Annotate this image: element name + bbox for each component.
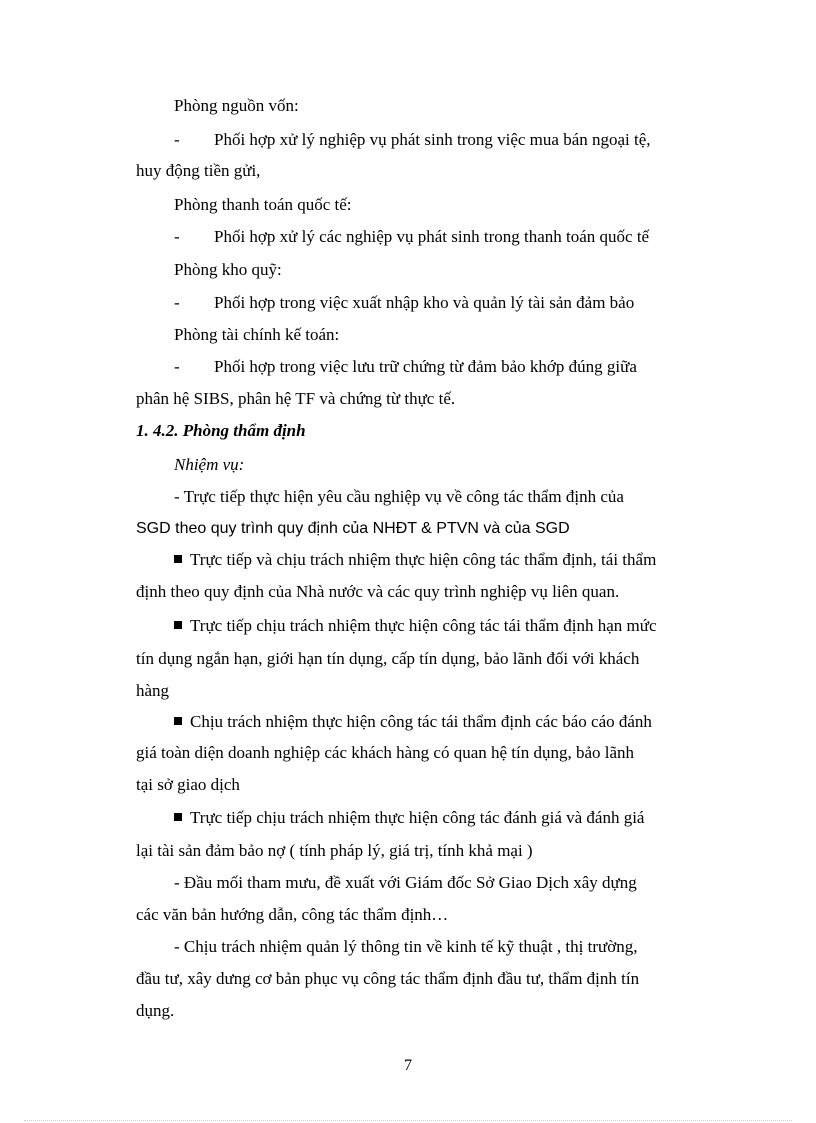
section-label-finance: Phòng tài chính kế toán: [174, 325, 340, 344]
dash-marker: - [174, 130, 180, 149]
section-label-vault: Phòng kho quỹ: [174, 260, 282, 279]
square-bullet-icon [174, 555, 182, 563]
paragraph-line: các văn bản hướng dẫn, công tác thẩm định… [136, 905, 449, 924]
paragraph-line [214, 131, 717, 148]
dash-marker: - [174, 293, 180, 312]
bullet-text: Trực tiếp chịu trách nhiệm thực hiện công tác tái thẩm định hạn mức [190, 616, 657, 635]
justified-text: Phối hợp xử lý nghiệp vụ phát sinh trong việc mua bán ngoại tệ, [214, 130, 651, 149]
paragraph-line: Phối hợp xử lý các nghiệp vụ phát sinh trong thanh toán quốc tế [214, 227, 650, 246]
square-bullet-icon [174, 717, 182, 725]
paragraph-line: đầu tư, xây dưng cơ bản phục vụ công tác thẩm định đầu tư, thẩm định tín [136, 969, 640, 988]
paragraph-line: hàng [136, 681, 170, 700]
paragraph-line: tín dụng ngắn hạn, giới hạn tín dụng, cấp tín dụng, bảo lãnh đối với khách [136, 649, 640, 668]
paragraph-line: lại tài sản đảm bảo nợ ( tính pháp lý, giá trị, tính khả mại ) [136, 841, 533, 860]
dash-marker: - [174, 227, 180, 246]
section-label-funding: Phòng nguồn vốn: [174, 96, 299, 115]
dash-marker: - [174, 357, 180, 376]
paragraph-line: dụng. [136, 1001, 175, 1020]
bullet-line [174, 551, 656, 568]
bullet-line [174, 809, 644, 826]
bullet-text: Chịu trách nhiệm thực hiện công tác tái thẩm định các báo cáo đánh [190, 712, 652, 731]
paragraph-line: - Trực tiếp thực hiện yêu cầu nghiệp vụ về công tác thẩm định của [174, 487, 624, 506]
bullet-text: Trực tiếp chịu trách nhiệm thực hiện công tác đánh giá và đánh giá [190, 808, 645, 827]
paragraph-line: Phối hợp trong việc lưu trữ chứng từ đảm bảo khớp đúng giữa [214, 357, 637, 376]
bullet-text: Trực tiếp và chịu trách nhiệm thực hiện công tác thẩm định, tái thẩm [190, 550, 657, 569]
paragraph-line: Phối hợp trong việc xuất nhập kho và quản lý tài sản đảm bảo [214, 293, 635, 312]
paragraph-line: huy động tiền gửi, [136, 161, 261, 180]
paragraph-line: - Chịu trách nhiệm quản lý thông tin về kinh tế kỹ thuật , thị trường, [174, 937, 638, 956]
paragraph-line: tại sở giao dịch [136, 775, 240, 794]
bullet-line [174, 617, 657, 634]
bullet-line [174, 713, 652, 730]
footer-divider [24, 1120, 792, 1121]
paragraph-line: giá toàn diện doanh nghiệp các khách hàng có quan hệ tín dụng, bảo lãnh [136, 743, 635, 762]
square-bullet-icon [174, 621, 182, 629]
paragraph-line: SGD theo quy trình quy định của NHĐT & PTVN và của SGD [136, 520, 570, 537]
page-number: 7 [404, 1057, 412, 1074]
paragraph-line: - Đầu mối tham mưu, đề xuất với Giám đốc Sở Giao Dịch xây dựng [174, 873, 637, 892]
square-bullet-icon [174, 813, 182, 821]
paragraph-line: phân hệ SIBS, phân hệ TF và chứng từ thực tế. [136, 389, 456, 408]
section-heading: 1. 4.2. Phòng thẩm định [136, 421, 306, 440]
task-label: Nhiệm vụ: [174, 455, 245, 474]
section-label-intl-payment: Phòng thanh toán quốc tế: [174, 195, 352, 214]
paragraph-line: định theo quy định của Nhà nước và các quy trình nghiệp vụ liên quan. [136, 582, 620, 601]
